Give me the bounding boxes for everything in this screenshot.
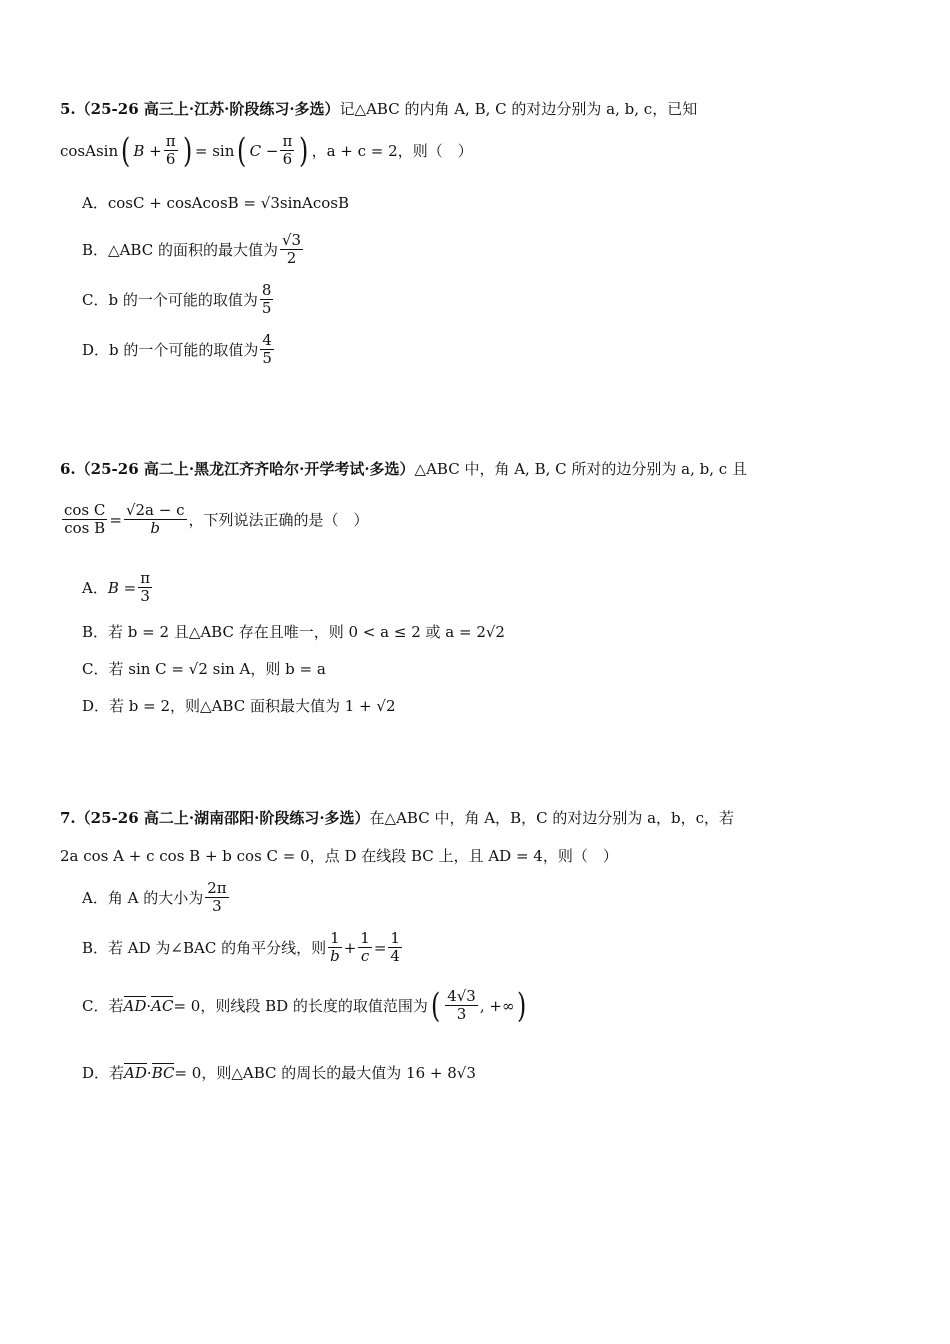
- q7-source: （25-26 高二上·湖南邵阳·阶段练习·多选）: [75, 809, 370, 827]
- q7-opt-b-text: 若 AD 为∠BAC 的角平分线，则: [108, 939, 327, 958]
- q6-option-b: [82, 621, 505, 642]
- q7-opt-a-label: A．: [82, 889, 108, 908]
- q7-plus: +: [343, 938, 357, 957]
- q5-opt-c-label: C．: [82, 291, 109, 310]
- q7-stem-line2: [60, 845, 618, 866]
- q7-stem-line1: [60, 807, 734, 828]
- q6-opt-b-label: B．: [82, 623, 109, 641]
- q7-stem-a: 在△ABC 中，角 A，B，C 的对边分别为 a，b，c，若: [369, 809, 735, 827]
- q7-option-c: C． 若 AD · AC = 0 ，则线段 BD 的长度的取值范围为 ( $\frac{4√3}{3}$ , +∞ ): [82, 985, 527, 1026]
- q5-option-c: [82, 282, 275, 318]
- q6-stem-a: △ABC 中，角 A, B, C 所对的边分别为 a, b, c 且: [414, 460, 747, 478]
- q7-frac-1b: $\frac{1}{b}$: [330, 929, 340, 966]
- q5-cond-eq: = sin: [194, 141, 235, 160]
- q6-opt-b-text: 若 b = 2 且△ABC 存在且唯一，则 0 < a ≤ 2 或 a = 2√2: [108, 623, 505, 641]
- q6-opt-a-text: B =: [107, 578, 137, 597]
- q5-frac-pi6-b: $\frac{\pi}{6}$: [282, 132, 293, 169]
- q5-number: 5.: [60, 99, 76, 118]
- q7-plus-inf: , +∞: [479, 996, 515, 1015]
- q5-option-a: [82, 192, 349, 213]
- q5-opt-d-label: D．: [82, 341, 110, 360]
- q6-number: 6.: [60, 459, 76, 478]
- q6-source: （25-26 高二上·黑龙江齐齐哈尔·开学考试·多选）: [75, 460, 415, 478]
- q7-opt-b-label: B．: [82, 939, 109, 958]
- q5-opt-b-text: △ABC 的面积的最大值为: [108, 241, 278, 260]
- q7-c-ruo: 若: [108, 997, 124, 1016]
- q6-opt-a-label: A．: [82, 579, 108, 598]
- q7-option-b: [82, 930, 404, 966]
- q7-frac-4sqrt3-3: $\frac{4√3}{3}$: [447, 987, 476, 1024]
- q5-stem-line1: [60, 98, 697, 119]
- q7-frac-1c: $\frac{1}{c}$: [360, 929, 370, 966]
- q6-condition: [60, 502, 369, 538]
- q6-frac-pi3: $\frac{\pi}{3}$: [140, 569, 151, 606]
- q7-d-zero: = 0: [174, 1063, 202, 1082]
- q7-d-ruo: 若: [109, 1064, 125, 1082]
- q7-option-a: [82, 880, 231, 916]
- q7-opt-c-text: ，则线段 BD 的长度的取值范围为: [200, 997, 428, 1016]
- q5-opt-b-label: B．: [82, 241, 109, 260]
- q6-opt-c-label: C．: [82, 660, 109, 678]
- q7-eq: =: [373, 938, 387, 957]
- q5-b-plus: B +: [133, 141, 162, 160]
- q5-option-d: [82, 332, 276, 368]
- q5-opt-d-text: b 的一个可能的取值为: [109, 341, 259, 360]
- q6-stem-line1: [60, 458, 747, 479]
- q5-frac-8-5: $\frac{8}{5}$: [261, 281, 272, 318]
- q7-option-d: D． 若 AD · BC = 0 ，则△ABC 的周长的最大值为 16 + 8√3: [82, 1063, 476, 1082]
- q6-opt-d-label: D．: [82, 697, 110, 715]
- q7-d-vec-ad: AD: [124, 1064, 147, 1082]
- q6-opt-c-text: 若 sin C = √2 sin A，则 b = a: [108, 660, 326, 678]
- q7-opt-d-text: ，则△ABC 的周长的最大值为 16 + 8√3: [201, 1064, 476, 1082]
- q7-c-vec-ad: AD: [123, 997, 147, 1016]
- q5-cond-lhs: cosAsin: [60, 141, 119, 160]
- q7-frac-1-4: $\frac{1}{4}$: [390, 929, 400, 966]
- q6-frac-cos: $\frac{\text{cos C}}{\text{cos B}}$: [64, 501, 106, 538]
- q6-frac-rhs: $\frac{√2a - c}{b}$: [125, 501, 185, 538]
- q7-frac-2pi3: $\frac{2\pi}{3}$: [207, 879, 227, 916]
- q5-condition: cosAsin ( B + $\frac{\pi}{6}$ ) = sin ( C − $\frac{\pi}{6}$ ) ，a + c = 2，则（ ）: [60, 130, 473, 171]
- q5-frac-4-5: $\frac{4}{5}$: [262, 331, 272, 368]
- q7-stem-b: 2a cos A + c cos B + b cos C = 0，点 D 在线段 BC 上，且 AD = 4，则（ ）: [60, 847, 618, 865]
- q5-opt-a-label: A．: [82, 194, 108, 212]
- q7-opt-c-label: C．: [82, 997, 109, 1016]
- q5-option-b: [82, 232, 305, 268]
- q5-frac-sqrt3-2: $\frac{√3}{2}$: [281, 231, 302, 268]
- q6-stem-b: ，下列说法正确的是（ ）: [188, 511, 369, 530]
- q5-stem-b: ，a + c = 2，则（ ）: [311, 142, 473, 161]
- q5-opt-c-text: b 的一个可能的取值为: [108, 291, 258, 310]
- q7-opt-d-label: D．: [82, 1064, 110, 1082]
- q5-opt-a-text: cosC + cosAcosB = √3sinAcosB: [107, 193, 350, 212]
- q6-option-a: [82, 570, 154, 606]
- q5-stem-a: 记△ABC 的内角 A, B, C 的对边分别为 a, b, c，已知: [339, 100, 698, 118]
- q5-c-minus: C −: [249, 141, 279, 160]
- q6-option-c: [82, 658, 326, 679]
- q5-frac-pi6-a: $\frac{\pi}{6}$: [165, 132, 176, 169]
- q7-d-vec-bc: BC: [151, 1064, 175, 1082]
- q7-c-vec-ac: AC: [151, 997, 174, 1016]
- q7-opt-a-text: 角 A 的大小为: [107, 889, 204, 908]
- q7-number: 7.: [60, 808, 76, 827]
- q6-option-d: [82, 695, 395, 716]
- q6-eq: =: [109, 510, 122, 529]
- q7-c-zero: = 0: [173, 996, 201, 1015]
- q5-source: （25-26 高三上·江苏·阶段练习·多选）: [75, 100, 340, 118]
- q6-opt-d-text: 若 b = 2，则△ABC 面积最大值为 1 + √2: [109, 697, 396, 715]
